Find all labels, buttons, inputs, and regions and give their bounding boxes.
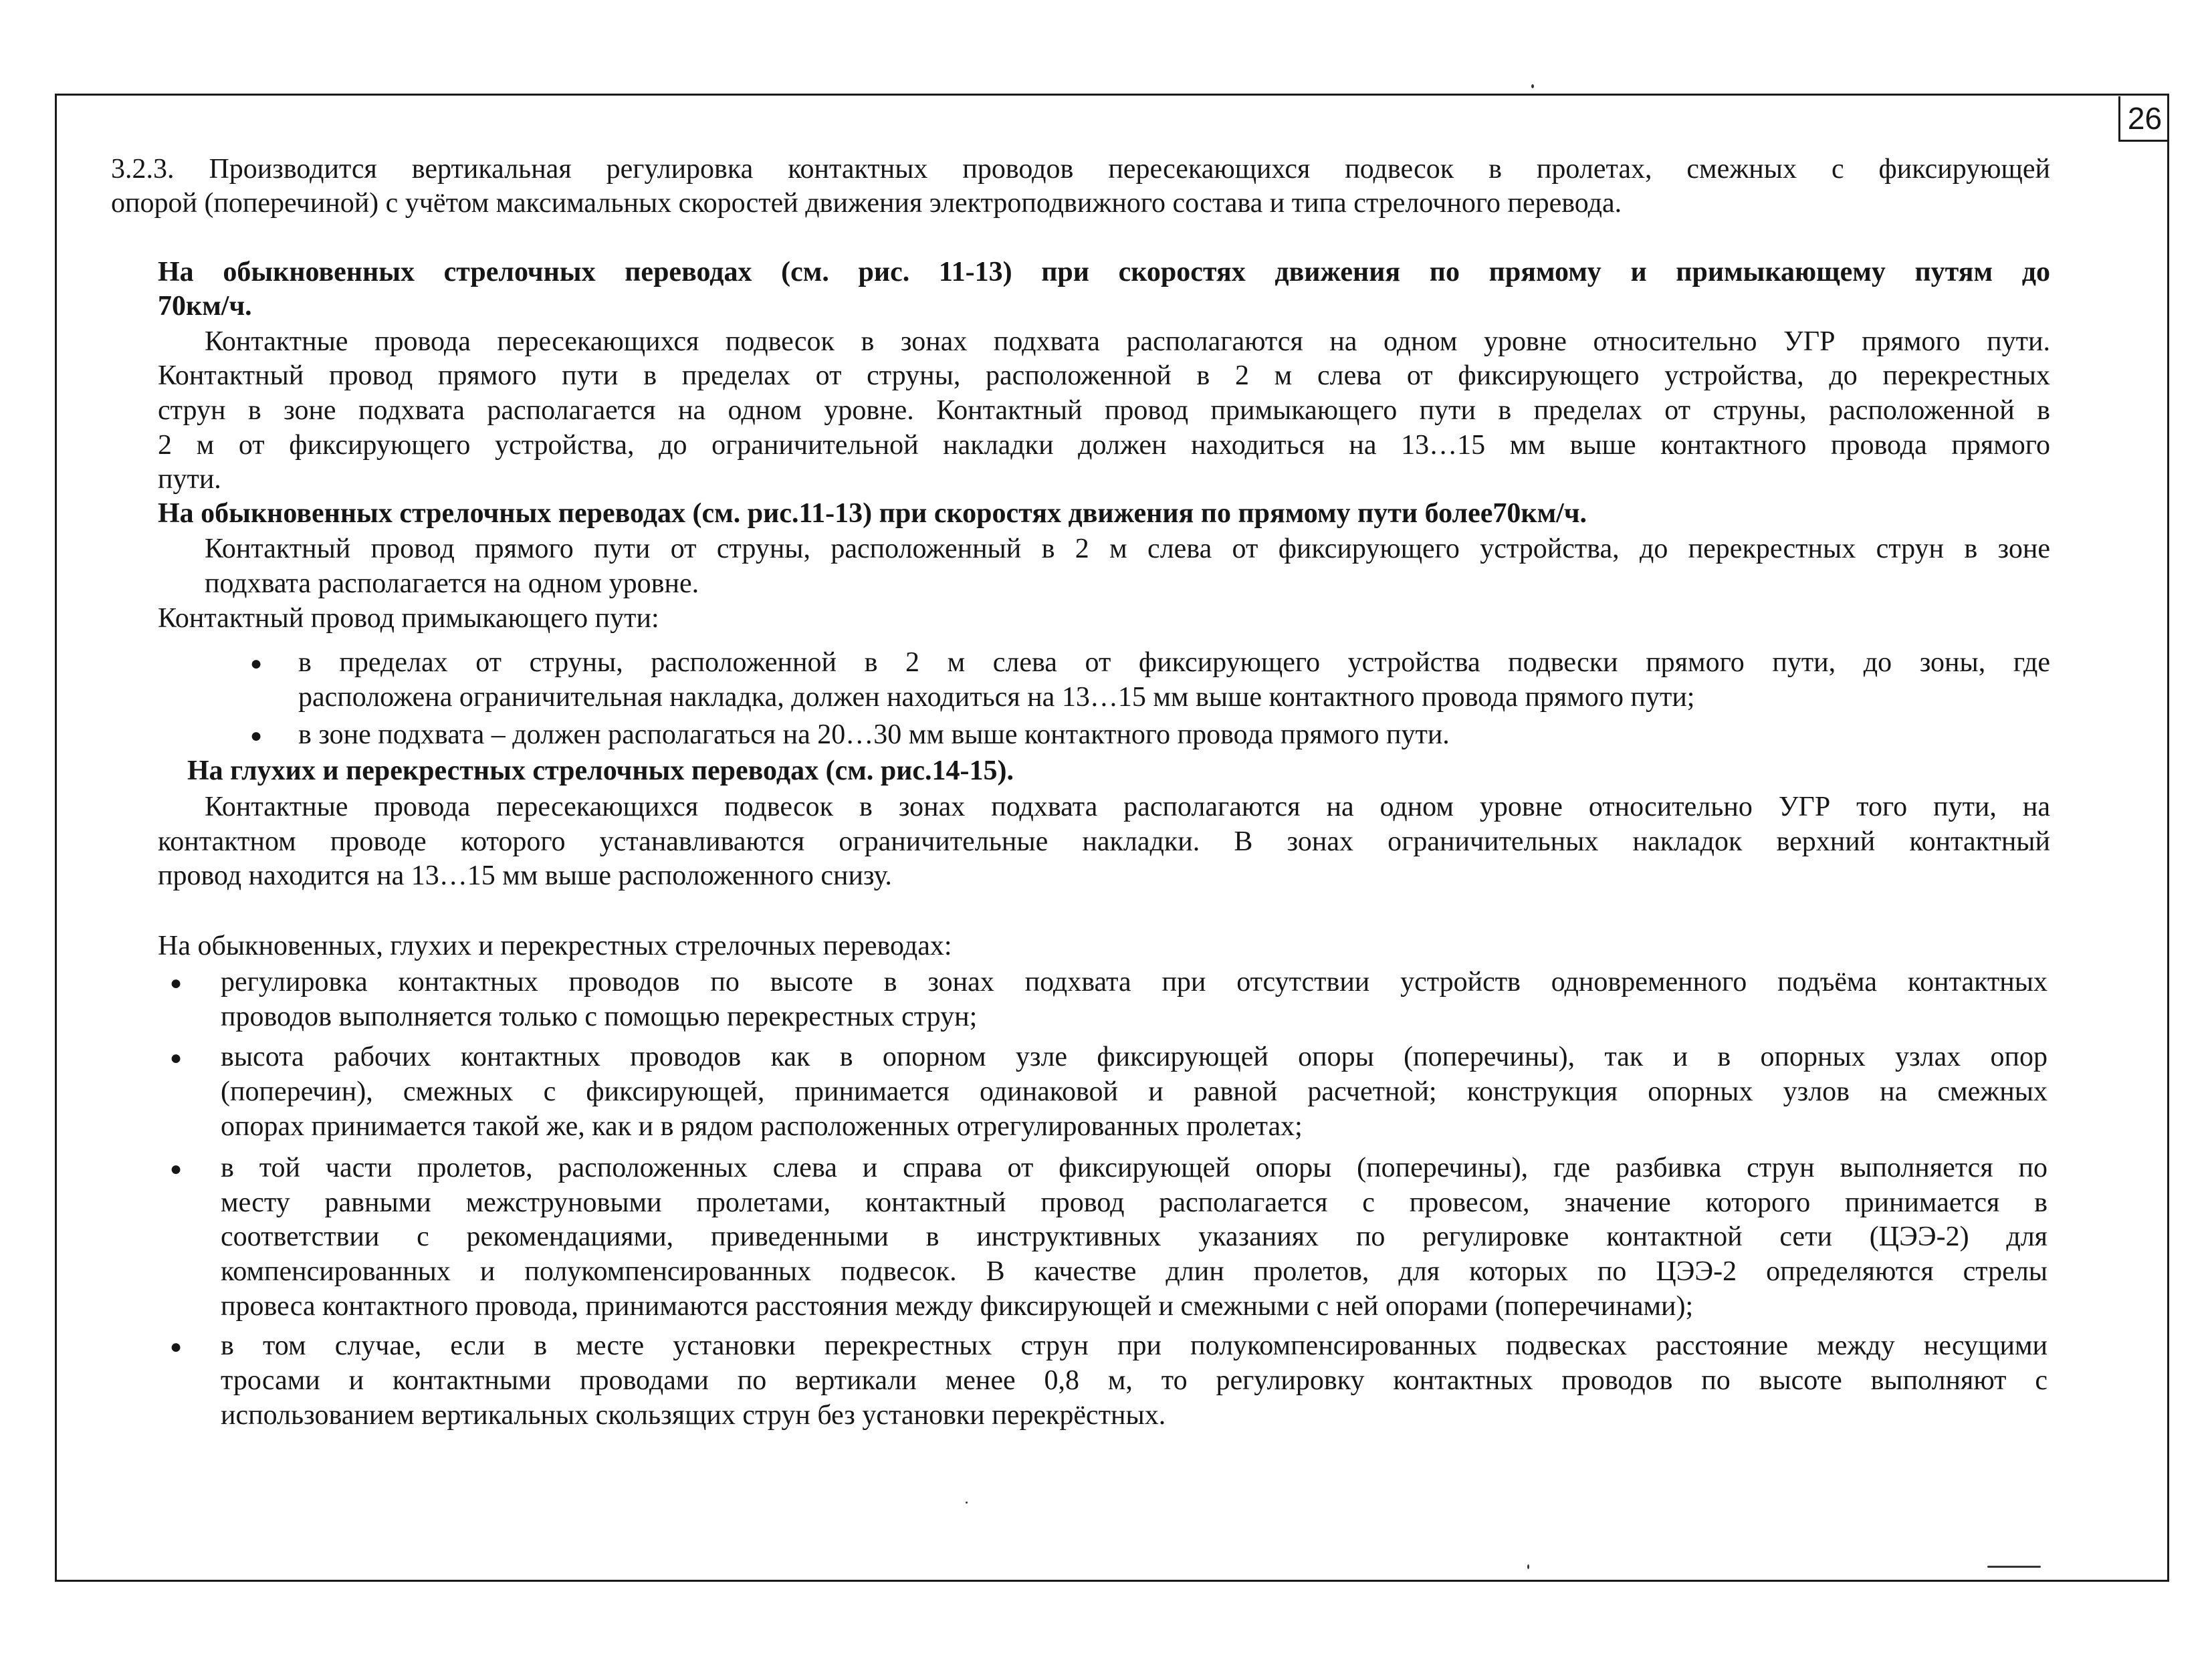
general-bullet-line: в том случае, если в месте установки перекрестных струн при полукомпенсированных подвесках расстояние между несущими: [221, 1330, 2048, 1361]
general-intro: На обыкновенных, глухих и перекрестных стрелочных переводах:: [158, 931, 952, 961]
general-bullet-line: тросами и контактными проводами по вертикали менее 0,8 м, то регулировку контактных проводов по высоте выполняют с: [221, 1365, 2048, 1396]
case3-text-line: контактном проводе которого устанавливаются ограничительные накладки. В зонах ограничительных накладок верхний контактный: [158, 826, 2050, 857]
case1-text-line: 2 м от фиксирующего устройства, до ограничительной накладки должен находиться на 13…15 мм выше контактного провода прямого: [158, 430, 2050, 461]
bullet-icon: ●: [250, 653, 263, 675]
case1-text-line: Контактные провода пересекающихся подвесок в зонах подхвата располагаются на одном уровне относительно УГР прямого пути.: [205, 326, 2050, 357]
bullet-icon: ●: [170, 1336, 183, 1358]
general-bullet-line: высота рабочих контактных проводов как в опорном узле фиксирующей опоры (поперечины), так и в опорных узлах опор: [221, 1042, 2048, 1072]
case1-text-line: Контактный провод прямого пути в пределах от струны, расположенной в 2 м слева от фиксирующего устройства, до перекрестных: [158, 360, 2050, 391]
section-text-line: 3.2.3. Производится вертикальная регулировка контактных проводов пересекающихся подвесок в пролетах, смежных с фиксирующей: [111, 154, 2050, 185]
general-bullet-line: провеса контактного провода, принимаются расстояния между фиксирующей и смежными с ней опорами (поперечинами);: [221, 1291, 1694, 1322]
case2-bullet-line: расположена ограничительная накладка, должен находиться на 13…15 мм выше контактного провода прямого пути;: [298, 682, 1695, 713]
general-bullet-line: компенсированных и полукомпенсированных подвесок. В качестве длин пролетов, для которых по ЦЭЭ-2 определяются стрелы: [221, 1256, 2048, 1287]
case2-text-line: Контактный провод прямого пути от струны, расположенный в 2 м слева от фиксирующего устройства, до перекрестных струн в зоне: [205, 534, 2050, 564]
case1-heading: На обыкновенных стрелочных переводах (см. рис. 11-13) при скоростях движения по прямому и примыкающему путям до: [158, 257, 2050, 287]
general-bullet-line: (поперечин), смежных с фиксирующей, принимается одинаковой и равной расчетной; конструкция опорных узлов на смежных: [221, 1076, 2048, 1107]
scan-speck: [1527, 1564, 1529, 1569]
general-bullet-line: месту равными межструновыми пролетами, контактный провод располагается с провесом, значение которого принимается в: [221, 1187, 2048, 1218]
page-number: 26: [2118, 96, 2169, 142]
case1-text-line: пути.: [158, 464, 221, 495]
case2-text-line: подхвата располагается на одном уровне.: [205, 568, 699, 599]
general-bullet-line: проводов выполняется только с помощью перекрестных струн;: [221, 1001, 978, 1032]
case3-heading: На глухих и перекрестных стрелочных переводах (см. рис.14-15).: [187, 755, 1014, 786]
general-bullet-line: использованием вертикальных скользящих струн без установки перекрёстных.: [221, 1400, 1166, 1431]
case2-adjoining-label: Контактный провод примыкающего пути:: [158, 603, 659, 634]
case1-text-line: струн в зоне подхвата располагается на одном уровне. Контактный провод примыкающего пути в пределах от струны, расположенной в: [158, 395, 2050, 426]
general-bullet-line: соответствии с рекомендациями, приведенными в инструктивных указаниях по регулировке контактной сети (ЦЭЭ-2) для: [221, 1221, 2048, 1252]
bullet-icon: ●: [170, 1047, 183, 1069]
case2-heading: На обыкновенных стрелочных переводах (см. рис.11-13) при скоростях движения по прямому пути более70км/ч.: [158, 498, 1587, 529]
bullet-icon: ●: [170, 1158, 183, 1180]
case2-bullet-line: в пределах от струны, расположенной в 2 м слева от фиксирующего устройства подвески прямого пути, до зоны, где: [298, 647, 2050, 678]
section-text-line: опорой (поперечиной) с учётом максимальных скоростей движения электроподвижного состава и типа стрелочного перевода.: [111, 188, 1622, 219]
case3-text-line: провод находится на 13…15 мм выше расположенного снизу.: [158, 860, 892, 891]
bullet-icon: ●: [170, 972, 183, 994]
scan-speck: [966, 1502, 968, 1504]
bullet-icon: ●: [250, 725, 263, 747]
general-bullet-line: в той части пролетов, расположенных слева и справа от фиксирующей опоры (поперечины), где разбивка струн выполняется по: [221, 1153, 2048, 1183]
scan-speck: [1531, 84, 1534, 88]
case3-text-line: Контактные провода пересекающихся подвесок в зонах подхвата располагаются на одном уровне относительно УГР того пути, на: [205, 792, 2050, 822]
general-bullet-line: регулировка контактных проводов по высоте в зонах подхвата при отсутствии устройств одновременного подъёма контактных: [221, 967, 2048, 997]
case2-bullet-line: в зоне подхвата – должен располагаться на 20…30 мм выше контактного провода прямого пути.: [298, 719, 1450, 750]
case1-heading: 70км/ч.: [158, 291, 252, 322]
scan-mark: [1987, 1566, 2041, 1568]
general-bullet-line: опорах принимается такой же, как и в рядом расположенных отрегулированных пролетах;: [221, 1111, 1303, 1142]
